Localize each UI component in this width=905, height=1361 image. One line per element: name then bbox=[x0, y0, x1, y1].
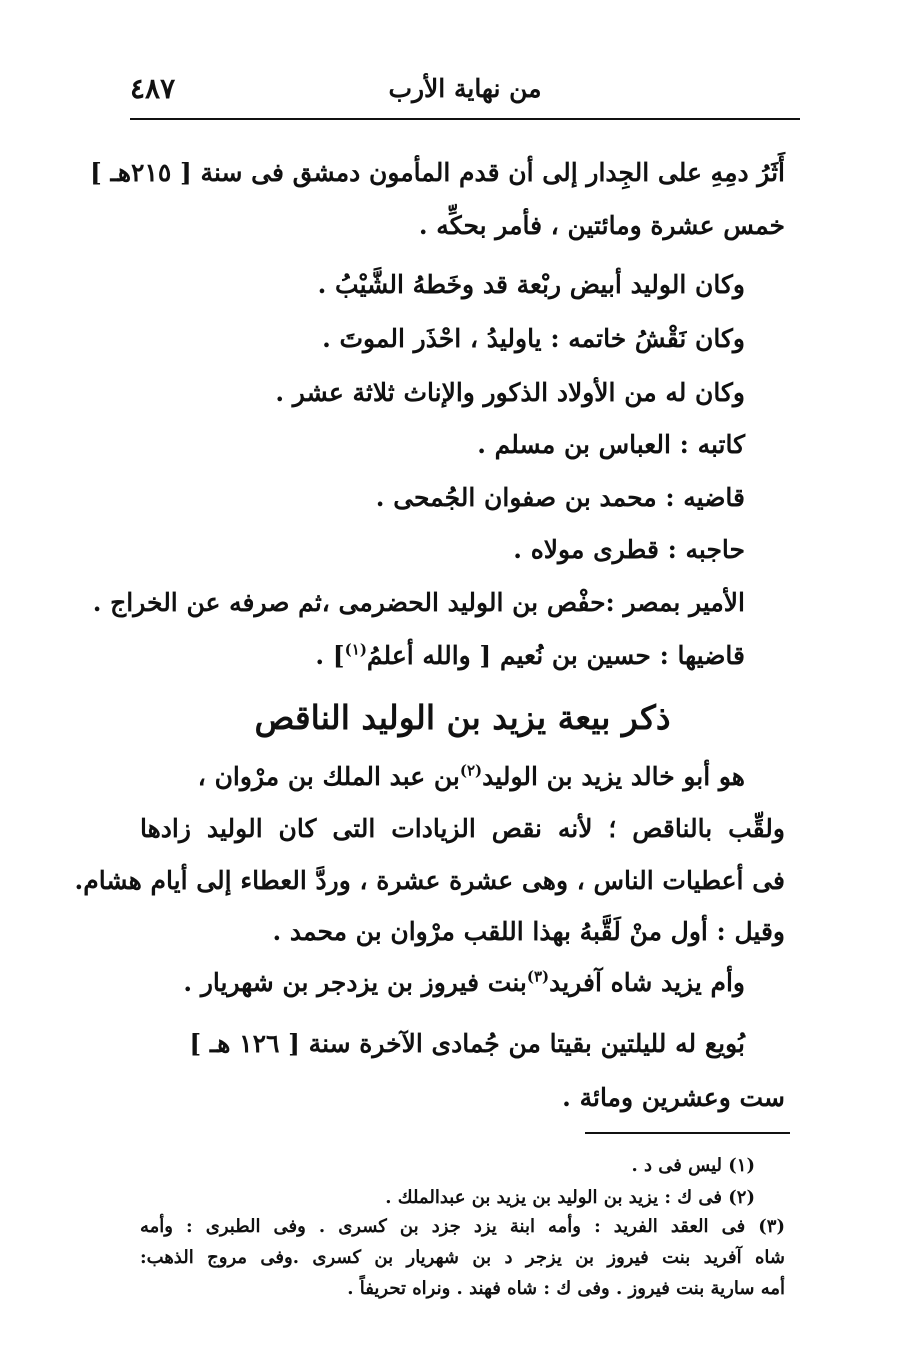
body-line-9: الأمير بمصر :حفْص بن الوليد الحضرمى ،ثم صرفه عن الخراج . bbox=[92, 588, 745, 617]
body-line-10 bbox=[140, 639, 745, 673]
section-line-5 bbox=[140, 966, 745, 1000]
section-line-1 bbox=[140, 760, 745, 794]
section-line-1-b: بن عبد الملك بن مرْوان ، bbox=[197, 762, 460, 791]
section-line-1-a: هو أبو خالد يزيد بن الوليد bbox=[482, 762, 745, 791]
section-heading: ذكر بيعة يزيد بن الوليد الناقص bbox=[254, 698, 671, 737]
footnote-2: (٢) فى ك : يزيد بن الوليد بن يزيد بن عبدالملك . bbox=[385, 1187, 755, 1208]
footnote-3-line-3: أمه سارية بنت فيروز . وفى ك : شاه فهند . ونراه تحريفاً . bbox=[347, 1278, 785, 1299]
body-line-6: كاتبه : العباس بن مسلم . bbox=[477, 430, 745, 459]
section-line-5-b: بنت فيروز بن يزدجر بن شهريار . bbox=[183, 968, 527, 997]
section-line-3: فى أعطيات الناس ، وهى عشرة عشرة ، وردَّ العطاء إلى أيام هشام. bbox=[74, 866, 785, 895]
body-line-5: وكان له من الأولاد الذكور والإناث ثلاثة عشر . bbox=[275, 378, 745, 407]
section-line-6: بُويع له لليلتين بقيتا من جُمادى الآخرة سنة [ ١٢٦ هـ ] bbox=[189, 1029, 745, 1058]
footnote-ref-2: (٢) bbox=[459, 761, 483, 780]
footnote-ref-1: (١) bbox=[344, 640, 367, 659]
page-number: ٤٨٧ bbox=[130, 72, 176, 105]
footnote-3-line-1: (٣) فى العقد الفريد : وأمه ابنة يزد جزد بن كسرى . وفى الطبرى : وأمه bbox=[140, 1216, 785, 1237]
section-line-4: وقيل : أول منْ لَقَّبهُ بهذا اللقب مرْوان بن محمد . bbox=[272, 917, 785, 946]
footnote-rule bbox=[585, 1132, 790, 1134]
page-header bbox=[130, 70, 800, 118]
section-line-7: ست وعشرين ومائة . bbox=[562, 1083, 785, 1112]
body-line-3: وكان الوليد أبيض ربْعة قد وخَطهُ الشَّيْبُ . bbox=[317, 270, 745, 299]
body-line-2: خمس عشرة ومائتين ، فأمر بحكِّه . bbox=[418, 211, 785, 240]
body-line-10-text: قاضيها : حسين بن نُعيم [ والله أعلمُ bbox=[366, 641, 745, 670]
body-line-8: حاجبه : قطرى مولاه . bbox=[513, 535, 745, 564]
footnote-ref-3: (٣) bbox=[526, 967, 550, 986]
section-line-5-a: وأم يزيد شاه آفريد bbox=[549, 968, 745, 997]
footnote-1: (١) ليس فى د . bbox=[631, 1155, 755, 1176]
body-line-7: قاضيه : محمد بن صفوان الجُمحى . bbox=[375, 483, 745, 512]
footnote-3-line-2: شاه آفريد بنت فيروز بن يزجر د بن شهريار بن كسرى .وفى مروج الذهب: bbox=[140, 1247, 785, 1268]
body-line-1: أَثَرُ دمِهِ على الجِدار إلى أن قدم المأمون دمشق فى سنة [ ٢١٥هـ ] bbox=[89, 158, 785, 187]
header-rule bbox=[130, 118, 800, 120]
body-line-4: وكان نَقْشُ خاتمه : ياوليدُ ، احْذَر الموتَ . bbox=[322, 324, 745, 353]
body-line-10-end: ] . bbox=[315, 641, 345, 670]
section-line-2: ولقِّب بالناقص ؛ لأنه نقص الزيادات التى كان الوليد زادها bbox=[140, 814, 785, 843]
running-title: من نهاية الأرب bbox=[388, 74, 542, 103]
